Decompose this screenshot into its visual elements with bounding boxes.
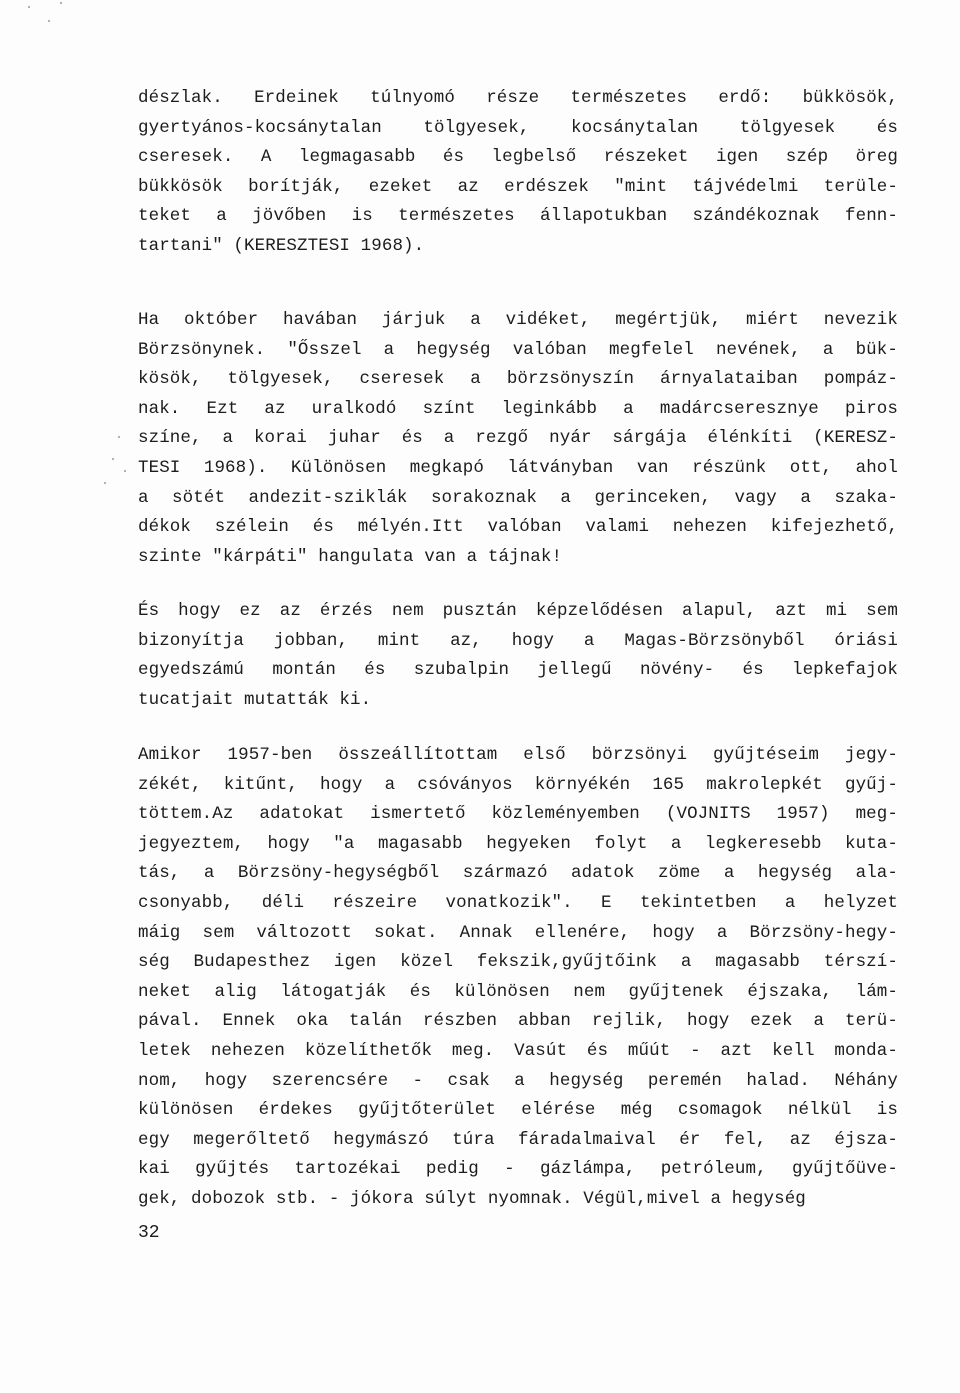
text-line: zékét, kitűnt, hogy a csóványos környékén 165 makrolepkét gyűj- (138, 774, 898, 795)
paragraph-4 (138, 741, 898, 1215)
paragraph-1 (138, 84, 898, 262)
scan-speck (48, 20, 50, 22)
text-line: teket a jövőben is természetes állapotukban szándékoznak fenn- (138, 206, 898, 227)
text-line: egy megerőltető hegymászó túra fáradalmaival ér fel, az éjsza- (138, 1129, 898, 1150)
text-line: nak. Ezt az uralkodó színt leginkább a madárcseresznye piros (138, 398, 898, 419)
text-line: tucatjait mutatták ki. (138, 689, 372, 710)
text-line: Ha október havában járjuk a vidéket, megértjük, miért nevezik (138, 310, 898, 330)
text-line: neket alig látogatják és különösen nem gyűjtenek éjszaka, lám- (138, 981, 898, 1002)
text-line: dékok szélein és mélyén.Itt valóban valami nehezen kifejezhető, (138, 517, 898, 538)
text-line: bizonyítja jobban, mint az, hogy a Magas-Börzsönyből óriási (138, 630, 898, 651)
paragraph-3 (138, 597, 898, 715)
text-line: csonyabb, déli részeire vonatkozik". E tekintetben a helyzet (138, 892, 898, 913)
text-line: pával. Ennek oka talán részben abban rejlik, hogy ezek a terü- (138, 1011, 898, 1032)
text-line: kösök, tölgyesek, cseresek a börzsönyszín árnyalataiban pompáz- (138, 369, 898, 390)
text-line: a sötét andezit-sziklák sorakoznak a gerinceken, vagy a szaka- (138, 487, 898, 508)
scan-speck (28, 6, 30, 8)
text-line: letek nehezen közelíthetők meg. Vasút és műút - azt kell monda- (138, 1040, 898, 1061)
text-line: töttem.Az adatokat ismertető közleményemben (VOJNITS 1957) meg- (138, 804, 898, 825)
text-line: máig sem változott sokat. Annak ellenére, hogy a Börzsöny-hegy- (138, 922, 898, 943)
text-line: gek, dobozok stb. - jókora súlyt nyomnak. Végül,mivel a hegység (138, 1188, 806, 1209)
scan-speck (104, 482, 106, 484)
page-number: 32 (138, 1223, 160, 1243)
text-line: Amikor 1957-ben összeállítottam első börzsönyi gyűjtéseim jegy- (138, 745, 898, 765)
text-line: cseresek. A legmagasabb és legbelső részeket igen szép öreg (138, 147, 898, 168)
scan-speck (60, 2, 62, 4)
scan-speck (112, 458, 114, 460)
text-line: tás, a Börzsöny-hegységből származó adatok zöme a hegység ala- (138, 863, 898, 884)
text-line: kai gyűjtés tartozékai pedig - gázlámpa, petróleum, gyűjtőüve- (138, 1159, 898, 1180)
scan-speck (118, 436, 120, 438)
text-line: Börzsönynek. "Ősszel a hegység valóban megfelel nevének, a bük- (138, 339, 898, 360)
text-line: nom, hogy szerencsére - csak a hegység peremén halad. Néhány (138, 1070, 898, 1091)
text-line: ség Budapesthez igen közel fekszik,gyűjtőink a magasabb térszí- (138, 952, 898, 973)
text-line: színe, a korai juhar és a rezgő nyár sárgája élénkíti (KERESZ- (138, 428, 898, 449)
text-line: jegyeztem, hogy "a magasabb hegyeken folyt a legkeresebb kuta- (138, 833, 898, 854)
text-line: TESI 1968). Különösen megkapó látványban van részünk ott, ahol (138, 457, 898, 478)
text-line: tartani" (KERESZTESI 1968). (138, 235, 425, 256)
paragraph-2 (138, 306, 898, 572)
text-line: egyedszámú montán és szubalpin jellegű növény- és lepkefajok (138, 660, 898, 681)
text-line: szinte "kárpáti" hangulata van a tájnak! (138, 546, 563, 567)
scan-speck (124, 470, 126, 472)
text-line: gyertyános-kocsánytalan tölgyesek, kocsánytalan tölgyesek és (138, 117, 898, 138)
text-line: dészlak. Erdeinek túlnyomó része természetes erdő: bükkösök, (138, 88, 898, 108)
text-line: bükkösök borítják, ezeket az erdészek "mint tájvédelmi terüle- (138, 176, 898, 197)
text-line: különösen érdekes gyűjtőterület elérése még csomagok nélkül is (138, 1100, 898, 1121)
text-line: És hogy ez az érzés nem pusztán képzelődésen alapul, azt mi sem (138, 601, 898, 621)
